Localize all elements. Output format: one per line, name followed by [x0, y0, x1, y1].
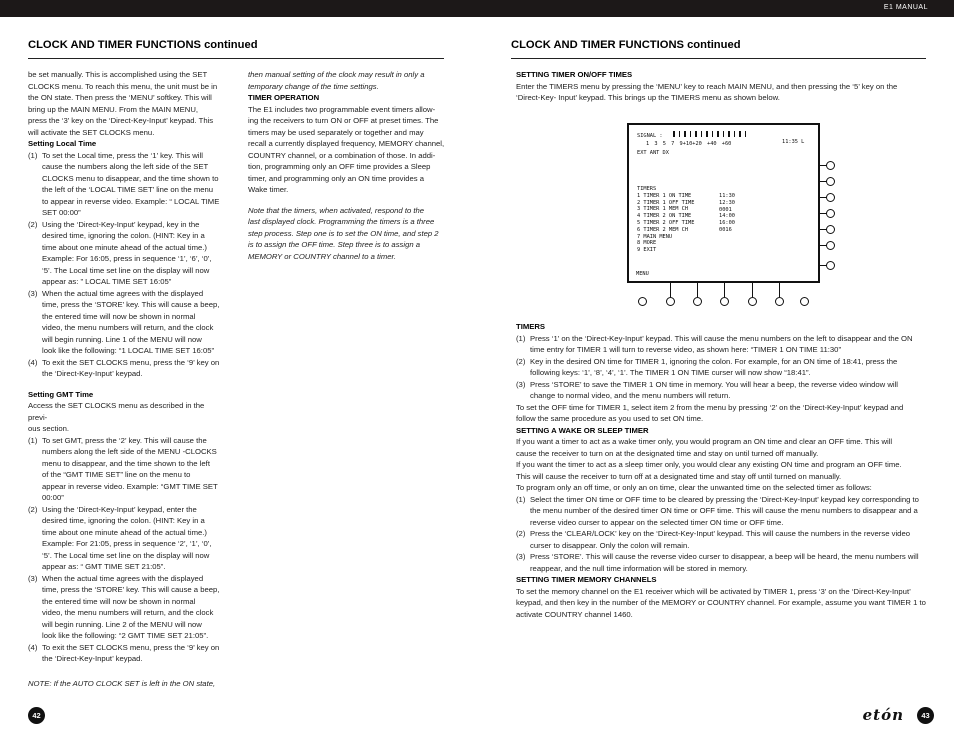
- step-text: [42, 435, 222, 504]
- step-line: reappear, and the null time information will be stored in memory.: [530, 563, 748, 573]
- step-number: (3): [516, 552, 526, 561]
- gmt-intro-line: Access the SET CLOCKS menu as described in the previ-: [28, 401, 205, 422]
- screen-clock: 11:35 L: [782, 139, 805, 145]
- step-text: [42, 573, 222, 642]
- intro-line: press the ‘3’ key on the ‘Direct-Key-Input’ keypad. This: [28, 116, 214, 125]
- timer-operation-line: The E1 includes two programmable event timers allow-: [248, 104, 436, 114]
- step-number: (2): [28, 219, 38, 229]
- step-number: (4): [28, 357, 38, 367]
- timers-step: [516, 333, 928, 356]
- memory-channels-line: To set the memory channel on the E1 receiver which will be activated by TIMER 1, press ‘3’ on the ‘Direct-Key-Input’: [516, 586, 911, 596]
- step-line: video, the menu numbers will return, and the clock: [42, 608, 214, 617]
- timer-operation-line: tion, programming only an OFF time provides a Sleep: [248, 162, 431, 171]
- timers-menu-value: 0001: [719, 206, 732, 213]
- wake-sleep-step: [516, 528, 928, 551]
- timers-menu-item: 6 TIMER 2 MEM CH: [637, 226, 689, 233]
- step-line: following keys: ‘1’, ‘8’, ‘4’, ‘1’. The TIMER 1 ON TIME curser will now show “18:41”.: [530, 368, 811, 377]
- step-line: ‘5’. The Local time set line on the display will now: [42, 550, 210, 560]
- step-text: [530, 494, 928, 529]
- timer-operation-heading: TIMER OPERATION: [248, 93, 320, 102]
- step-text: [42, 219, 222, 288]
- step-line: Example: For 16:05, press in sequence ‘1’, ‘6’, ‘0’,: [42, 254, 212, 263]
- step-line: time, press the ‘STORE’ key. This will cause a beep,: [42, 585, 220, 594]
- step-text: [530, 356, 928, 379]
- gmt-time-step: [28, 504, 222, 573]
- step-line: menu to disappear, and the time shown to the left: [42, 458, 210, 468]
- gmt-time-step: [28, 435, 222, 504]
- timers-menu-item: 8 MORE: [637, 240, 657, 247]
- display-screen: [627, 123, 820, 283]
- gmt-time-step: [28, 573, 222, 642]
- timer-note-line: MEMORY or COUNTRY channel to a timer.: [248, 251, 396, 261]
- step-line: the entered time will now be shown in normal: [42, 596, 196, 606]
- timers-menu-value: 12:30: [719, 199, 735, 206]
- step-line: will begin running. Line 2 of the MENU will now: [42, 619, 202, 629]
- step-line: appear as: ” LOCAL TIME SET 16:05”: [42, 277, 172, 286]
- timers-menu-value: 11:30: [719, 193, 735, 199]
- wake-sleep-step: [516, 494, 928, 529]
- right-title-rule: [511, 58, 926, 59]
- softkey-bottom-6: [775, 297, 784, 306]
- step-line: Using the ‘Direct-Key-Input’ keypad, enter the: [42, 504, 197, 514]
- eton-logo: etón: [862, 706, 904, 724]
- timers-menu-values: [719, 193, 735, 234]
- right-column-body: [516, 321, 928, 620]
- softkey-bottom-3: [693, 297, 702, 306]
- timer-note-line: step process. Step one is to set the ON time, and step 2: [248, 228, 439, 238]
- memory-channels-line: keypad, and then key in the number of the MEMORY or COUNTRY channel. For example, assume you want TIMER 1 to: [516, 598, 926, 607]
- step-text: [42, 504, 222, 573]
- softkey-bottom-2: [666, 297, 675, 306]
- timers-after-line: follow the same procedure as you used to set ON time.: [516, 414, 704, 423]
- memory-channels-heading: SETTING TIMER MEMORY CHANNELS: [516, 575, 657, 584]
- step-line: To exit the SET CLOCKS menu, press the ‘9’ key on: [42, 357, 220, 367]
- timer-note-line: last displayed clock. Programming the timers is a three: [248, 217, 435, 226]
- step-line: Press ‘STORE’. This will cause the reverse video curser to disappear, a beep will be heard, the menu numbers will: [530, 552, 919, 561]
- timer-operation-line: timers may be used separately or together and may: [248, 127, 424, 137]
- step-line: When the actual time agrees with the displayed: [42, 573, 204, 583]
- step-line: the entered time will now be shown in normal: [42, 311, 196, 321]
- auto-clock-note: NOTE: If the AUTO CLOCK SET is left in the ON state,: [28, 679, 216, 688]
- note-continued-line: temporary change of the time settings.: [248, 81, 379, 91]
- step-number: (1): [28, 150, 38, 160]
- gmt-time-step: [28, 642, 222, 665]
- step-number: (1): [516, 494, 526, 504]
- note-continued-line: then manual setting of the clock may result in only a: [248, 70, 425, 79]
- step-line: When the actual time agrees with the displayed: [42, 288, 204, 298]
- step-line: 00:00”: [42, 493, 64, 502]
- timer-operation-line: timer, and programming only an ON time provides a: [248, 173, 425, 183]
- local-time-step: [28, 357, 222, 380]
- step-line: Using the ‘Direct-Key-Input’ keypad, key in the: [42, 219, 200, 229]
- step-line: change to normal video, and the menu numbers will return.: [530, 391, 731, 400]
- local-time-heading: Setting Local Time: [28, 139, 97, 148]
- step-line: time entry for TIMER 1 will turn to reverse video, as shown here: “TIMER 1 ON TIME 11:30”: [530, 345, 842, 354]
- softkey-bottom-1: [638, 297, 647, 306]
- intro-line: be set manually. This is accomplished using the SET: [28, 70, 208, 79]
- softkey-right-6: [826, 241, 835, 250]
- timers-menu-value: 16:00: [719, 220, 735, 227]
- step-line: Select the timer ON time or OFF time to be cleared by pressing the ‘Direct-Key-Input’ keypad key corresponding to: [530, 494, 919, 504]
- step-line: the menu number of the desired timer ON time or OFF time. This will cause the menu numbers to disappear and a: [530, 506, 918, 515]
- step-text: [42, 357, 222, 380]
- left-title-rule: [28, 58, 444, 59]
- local-time-step: [28, 288, 222, 357]
- right-column-intro: [516, 69, 926, 104]
- memory-channels-line: activate COUNTRY channel 1460.: [516, 609, 633, 619]
- step-line: To set GMT, press the ‘2’ key. This will cause the: [42, 435, 207, 445]
- softkey-bottom-4: [720, 297, 729, 306]
- wake-sleep-line: To program only an off time, or only an on time, clear the unwanted time on the selected timer as follows:: [516, 483, 872, 492]
- step-line: look like the following: “2 GMT TIME SET 21:05”.: [42, 631, 209, 640]
- softkey-bottom-5: [748, 297, 757, 306]
- step-line: Key in the desired ON time for TIMER 1, ignoring the colon. For example, for an ON time of 18:41, press the: [530, 356, 898, 366]
- menu-softkey-label: MENU: [636, 271, 649, 277]
- timer-onoff-line: Enter the TIMERS menu by pressing the ‘MENU’ key to reach MAIN MENU, and then pressing the ‘5’ key on the: [516, 81, 898, 91]
- step-text: [530, 528, 928, 551]
- timers-step: [516, 379, 928, 402]
- signal-label: SIGNAL :: [637, 133, 663, 139]
- step-line: numbers along the left side of the MENU -CLOCKS: [42, 447, 217, 456]
- softkey-right-3: [826, 193, 835, 202]
- step-number: (4): [28, 642, 38, 652]
- step-line: the ‘Direct-Key-Input’ keypad.: [42, 654, 143, 663]
- softkey-bottom-7: [800, 297, 809, 306]
- step-text: [42, 288, 222, 357]
- local-time-step: [28, 150, 222, 219]
- timers-menu-item: 5 TIMER 2 OFF TIME: [637, 219, 695, 226]
- step-number: (1): [28, 435, 38, 445]
- step-line: the left of the ‘LOCAL TIME SET’ line on the menu: [42, 185, 214, 194]
- step-text: [42, 150, 222, 219]
- intro-line: bring up the MAIN MENU. From the MAIN MENU,: [28, 104, 199, 114]
- local-time-step: [28, 219, 222, 288]
- timers-menu-item: 7 MAIN MENU: [637, 233, 673, 240]
- step-line: cause the numbers along the left side of the SET: [42, 162, 209, 171]
- step-number: (2): [28, 504, 38, 514]
- step-line: time, press the ‘STORE’ key. This will cause a beep,: [42, 300, 220, 309]
- step-line: Press ‘1’ on the ‘Direct-Key-Input’ keypad. This will cause the menu numbers on the left to disappear and the ON: [530, 333, 913, 343]
- step-number: (3): [516, 379, 526, 389]
- step-text: [530, 333, 928, 356]
- timer-note-line: is to assign the OFF time. Step three is to assign a: [248, 240, 421, 249]
- softkey-right-4: [826, 209, 835, 218]
- step-line: CLOCKS menu to disappear, and the time shown to: [42, 173, 219, 183]
- gmt-time-heading: Setting GMT Time: [28, 389, 94, 399]
- wake-sleep-line: If you want the timer to act as a sleep timer only, you would clear any existing ON time and program an OFF time.: [516, 460, 902, 469]
- step-line: curser to disappear. Only the colon will remain.: [530, 540, 690, 550]
- step-line: time about one minute ahead of the actual time.): [42, 242, 207, 252]
- step-line: desired time, ignoring the colon. (HINT: Key in a: [42, 231, 205, 240]
- timers-menu-diagram: [627, 123, 839, 313]
- step-line: appear in reverse video. Example: “GMT TIME SET: [42, 481, 218, 491]
- wake-sleep-line: If you want a timer to act as a wake timer only, you would program an ON time and clear an OFF time. This will: [516, 437, 893, 446]
- timers-menu-item: 2 TIMER 1 OFF TIME: [637, 199, 695, 206]
- page-number-left: 42: [28, 707, 45, 724]
- softkey-right-2: [826, 177, 835, 186]
- wake-sleep-line: cause the receiver to turn on at the designated time and stay on until turned off manually.: [516, 448, 819, 458]
- step-number: (2): [516, 356, 526, 366]
- timers-menu-item: 4 TIMER 2 ON TIME: [637, 213, 692, 220]
- timers-menu-value: 14:00: [719, 213, 735, 220]
- timers-menu-title: TIMERS: [637, 186, 657, 192]
- softkey-right-5: [826, 225, 835, 234]
- wake-sleep-heading: SETTING A WAKE OR SLEEP TIMER: [516, 425, 649, 435]
- timer-operation-line: recall a currently displayed frequency, MEMORY channel,: [248, 139, 445, 148]
- header-bar: [0, 0, 954, 17]
- left-column-2: [248, 69, 446, 262]
- left-column-1: [28, 69, 222, 688]
- timers-menu-item: 1 TIMER 1 ON TIME: [637, 192, 692, 199]
- timer-onoff-heading: SETTING TIMER ON/OFF TIMES: [516, 70, 633, 79]
- timers-heading: TIMERS: [516, 322, 546, 331]
- step-line: reverse video curser to appear on the selected timer ON time or OFF time.: [530, 517, 784, 527]
- wake-sleep-line: This will cause the receiver to turn off at a designated time and stay off until turned on manually.: [516, 471, 842, 481]
- step-line: appear as: “ GMT TIME SET 21:05”.: [42, 562, 166, 571]
- step-text: [530, 551, 928, 574]
- step-line: to appear in reverse video. Example: “ LOCAL TIME: [42, 196, 220, 206]
- step-line: video, the menu numbers will return, and the clock: [42, 323, 214, 332]
- wake-sleep-step: [516, 551, 928, 574]
- step-line: of the “GMT TIME SET” line on the menu to: [42, 470, 191, 479]
- step-line: To exit the SET CLOCKS menu, press the ‘9’ key on: [42, 642, 220, 652]
- timers-menu-value: 0016: [719, 226, 732, 233]
- intro-line: CLOCKS menu. To reach this menu, the unit must be in: [28, 81, 218, 91]
- intro-line: the ON state. Then press the ‘MENU’ softkey. This will: [28, 93, 212, 102]
- timer-operation-line: COUNTRY channel, or a combination of those. In addi-: [248, 150, 436, 160]
- softkey-right-1: [826, 161, 835, 170]
- timers-menu-item: 9 EXIT: [637, 247, 657, 254]
- antenna-status: EXT ANT DX: [637, 150, 669, 156]
- manual-label: E1 MANUAL: [883, 4, 928, 11]
- page-number-right: 43: [917, 707, 934, 724]
- step-line: look like the following: “1 LOCAL TIME SET 16:05”: [42, 346, 215, 355]
- step-line: Press the ‘CLEAR/LOCK’ key on the ‘Direct-Key-Input’ keypad. This will cause the numbers in the reverse video: [530, 529, 910, 538]
- right-section-title: CLOCK AND TIMER FUNCTIONS continued: [511, 39, 741, 51]
- left-section-title: CLOCK AND TIMER FUNCTIONS continued: [28, 39, 258, 51]
- step-number: (3): [28, 288, 38, 298]
- step-line: Example: For 21:05, press in sequence ‘2’, ‘1’, ‘0’,: [42, 539, 212, 548]
- step-line: desired time, ignoring the colon. (HINT: Key in a: [42, 516, 205, 525]
- step-line: SET 00:00”: [42, 208, 81, 217]
- signal-scale: 1 3 5 7 9+10+20 +40 +60: [646, 141, 732, 147]
- step-number: (1): [516, 333, 526, 343]
- timers-menu-list: [637, 186, 694, 254]
- step-line: Press ‘STORE’ to save the TIMER 1 ON time in memory. You will hear a beep, the reverse video window will: [530, 379, 899, 389]
- timer-operation-line: Wake timer.: [248, 185, 289, 194]
- timers-step: [516, 356, 928, 379]
- step-line: To set the Local time, press the ‘1’ key. This will: [42, 150, 203, 160]
- step-line: will begin running. Line 1 of the MENU will now: [42, 334, 202, 344]
- step-number: (2): [516, 529, 526, 538]
- signal-meter: [673, 131, 746, 137]
- timer-onoff-line: ‘Direct-Key- Input’ keypad. This brings up the TIMERS menu as shown below.: [516, 93, 780, 102]
- step-number: (3): [28, 573, 38, 583]
- step-line: ‘5’. The Local time set line on the display will now: [42, 265, 210, 275]
- intro-line: will activate the SET CLOCKS menu.: [28, 127, 155, 137]
- step-line: the ‘Direct-Key-Input’ keypad.: [42, 369, 143, 378]
- step-text: [530, 379, 928, 402]
- gmt-intro-line: ous section.: [28, 424, 70, 433]
- timers-menu-item: 3 TIMER 1 MEM CH: [637, 206, 689, 213]
- timer-note-line: Note that the timers, when activated, respond to the: [248, 205, 425, 215]
- timer-operation-line: ing the receivers to turn ON or OFF at preset times. The: [248, 116, 439, 125]
- timers-after-line: To set the OFF time for TIMER 1, select item 2 from the menu by pressing ‘2’ on the ‘Direct-Key-Input’ keypad and: [516, 402, 904, 412]
- step-line: time about one minute ahead of the actual time.): [42, 527, 207, 537]
- softkey-right-7: [826, 261, 835, 270]
- step-text: [42, 642, 222, 665]
